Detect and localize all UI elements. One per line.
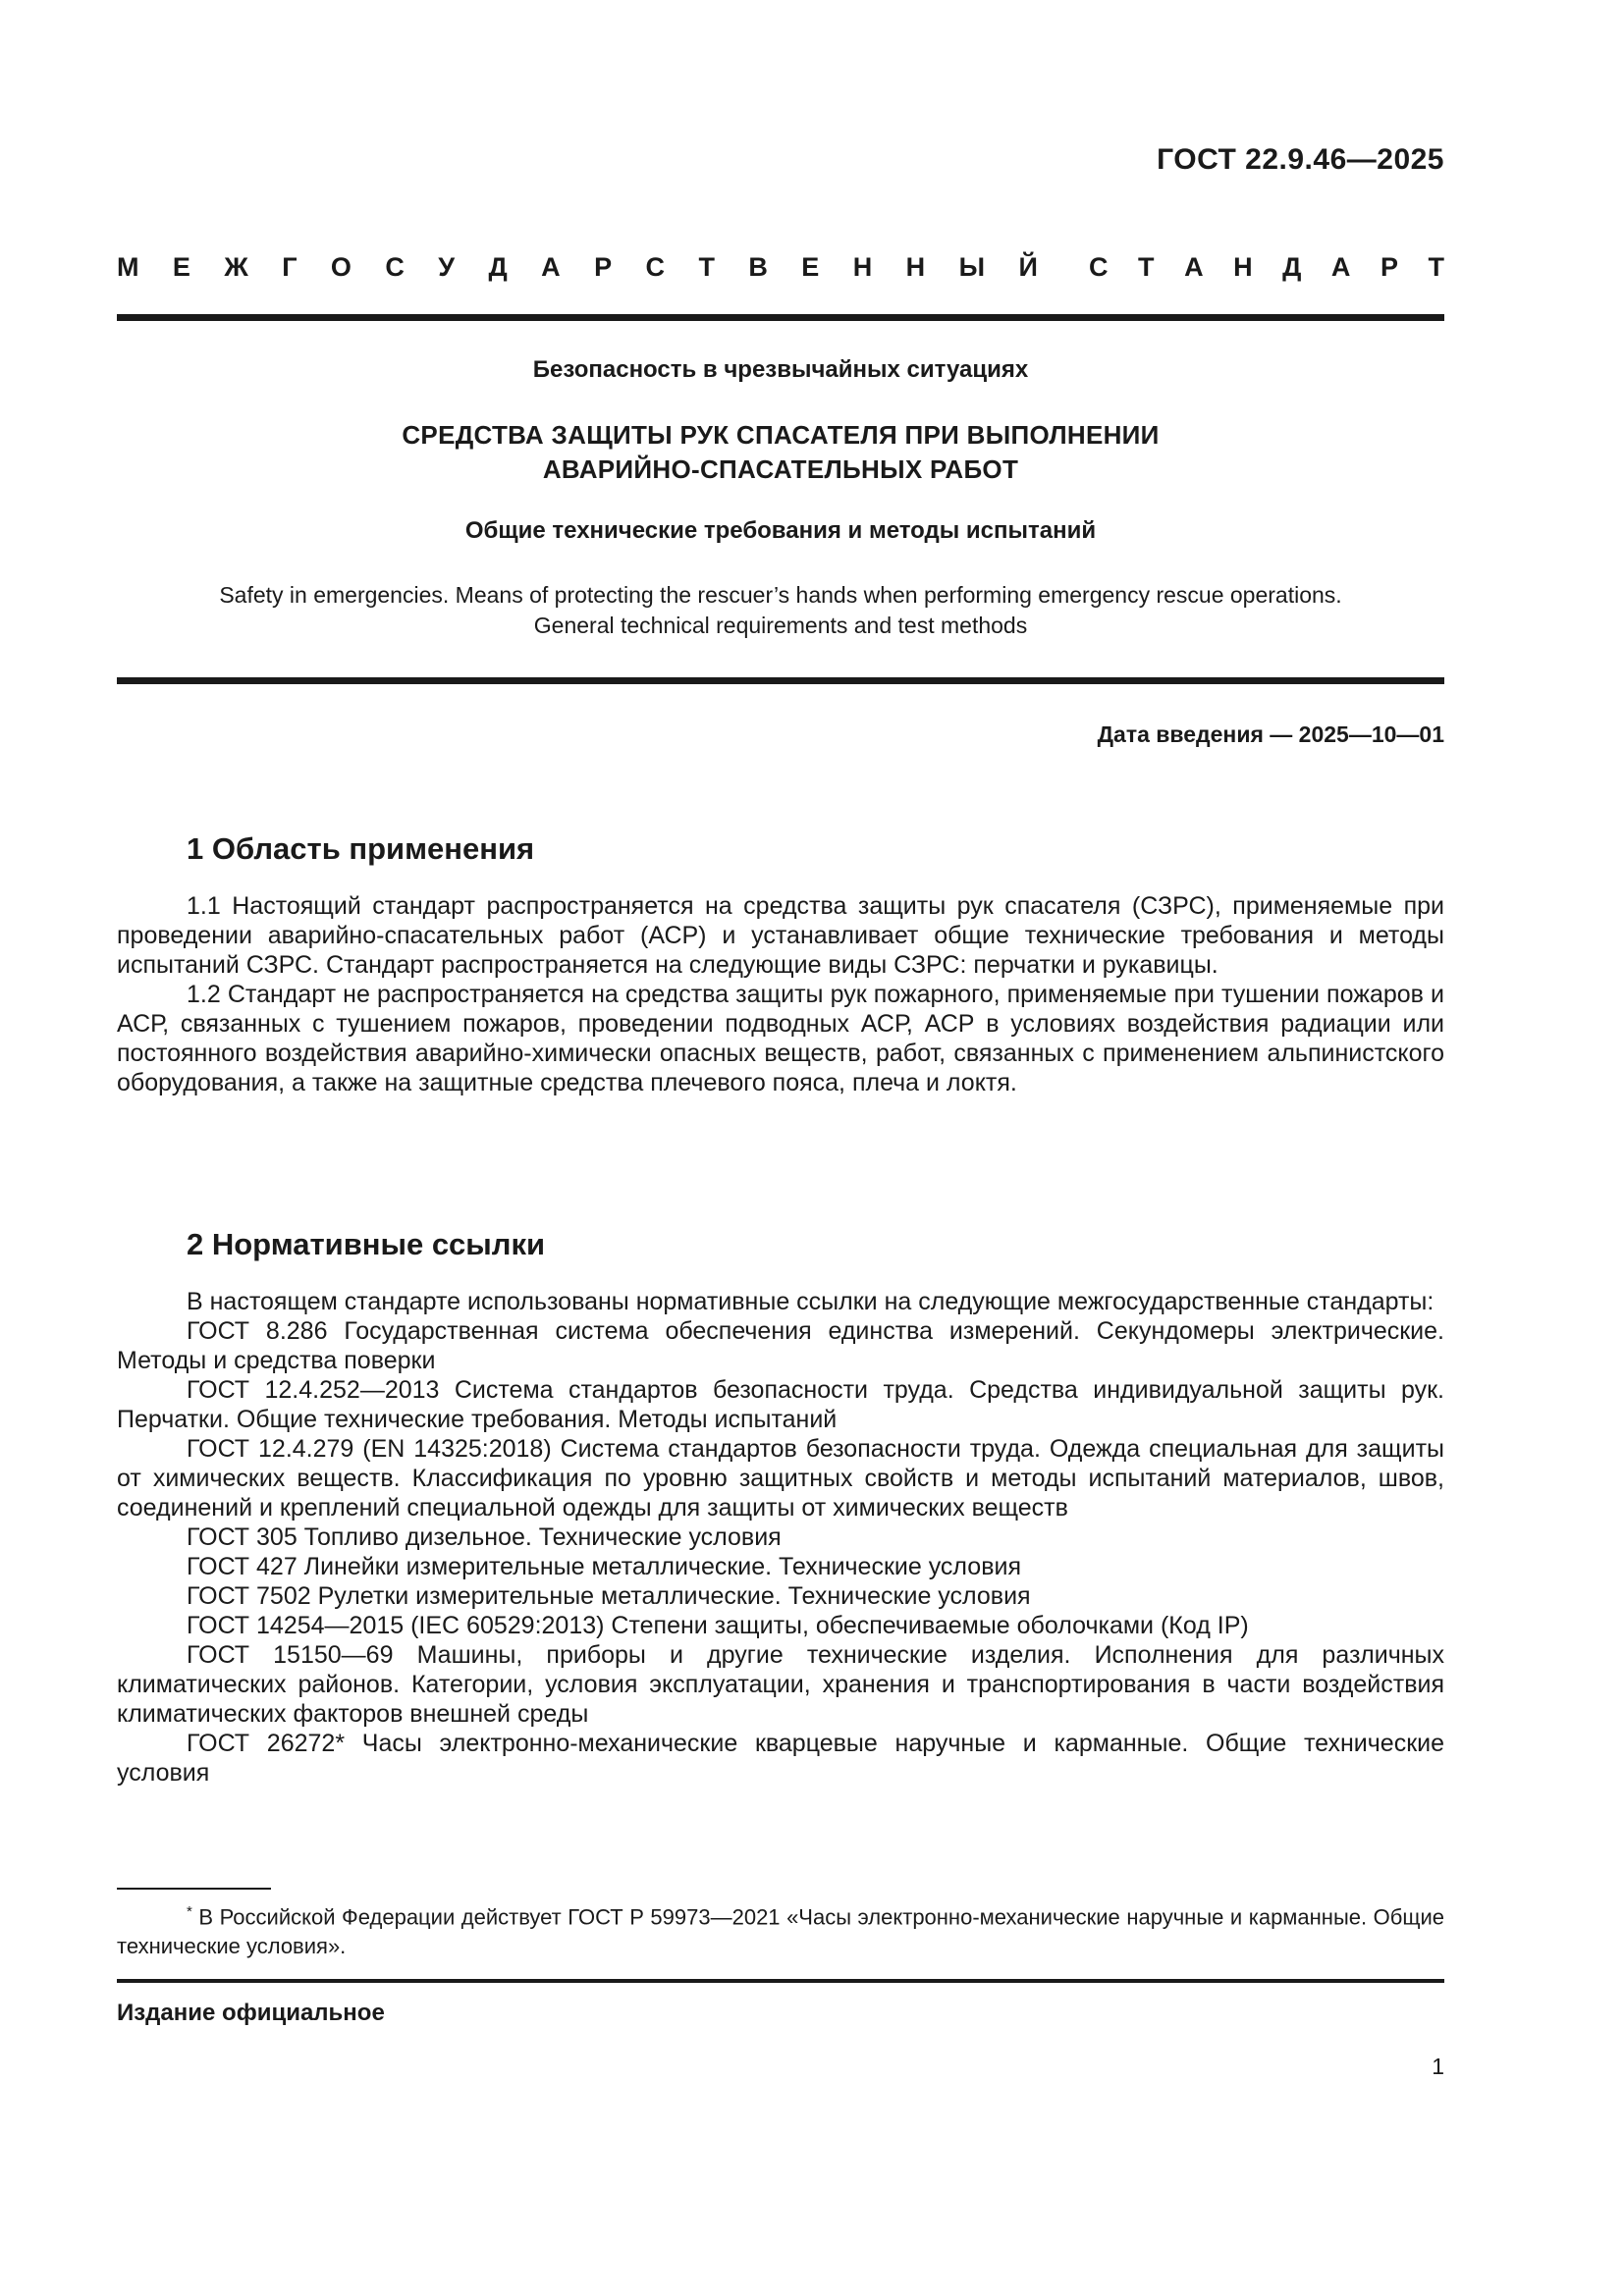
reference-item: ГОСТ 12.4.279 (EN 14325:2018) Система стандартов безопасности труда. Одежда специальная для защиты от химических веществ. Классификация по уровню защитных свойств и методы испытаний материалов, швов, соединений и креплений специальной одежды для защиты от химических веществ xyxy=(117,1435,1444,1522)
footnote-separator xyxy=(117,1888,271,1890)
reference-item: ГОСТ 7502 Рулетки измерительные металлические. Технические условия xyxy=(187,1582,1031,1610)
reference-item: ГОСТ 14254—2015 (IEC 60529:2013) Степени защиты, обеспечиваемые оболочками (Код IP) xyxy=(187,1612,1249,1639)
reference-item: ГОСТ 305 Топливо дизельное. Технические условия xyxy=(187,1523,782,1551)
section-1-body xyxy=(117,891,1444,1097)
section-2-body xyxy=(117,1287,1444,1788)
english-line-1: Safety in emergencies. Means of protecting the rescuer’s hands when performing emergency rescue operations. xyxy=(219,582,1342,608)
section-2-heading: 2 Нормативные ссылки xyxy=(187,1227,546,1261)
introduction-date: Дата введения — 2025—10—01 xyxy=(1097,721,1444,747)
standard-type-word1: М Е Ж Г О С У Д А Р С Т В Е Н Н Ы Й xyxy=(117,252,1038,282)
top-rule xyxy=(117,314,1444,321)
reference-item: ГОСТ 427 Линейки измерительные металлические. Технические условия xyxy=(187,1553,1021,1580)
reference-item: ГОСТ 8.286 Государственная система обеспечения единства измерений. Секундомеры электрические. Методы и средства поверки xyxy=(117,1317,1444,1374)
footer-rule xyxy=(117,1979,1444,1983)
english-line-2: General technical requirements and test methods xyxy=(533,613,1028,638)
standard-type xyxy=(117,252,1444,283)
paragraph: 1.2 Стандарт не распространяется на средства защиты рук пожарного, применяемые при тушении пожаров и АСР, связанных с тушением пожаров, проведении подводных АСР, АСР в условиях воздействия радиации или постоянного воздействия аварийно-химически опасных веществ, работ, связанных с применением альпинистского оборудования, а также на защитные средства плечевого пояса, плеча и локтя. xyxy=(117,981,1444,1096)
footnote-marker: * xyxy=(187,1903,192,1920)
footnote xyxy=(117,1897,1444,1961)
document-number: ГОСТ 22.9.46—2025 xyxy=(1157,143,1444,176)
title-bottom-rule xyxy=(117,677,1444,684)
page-number: 1 xyxy=(1432,2054,1444,2079)
standard-type-word2: С Т А Н Д А Р Т xyxy=(1089,252,1444,282)
title-line-2: АВАРИЙНО-СПАСАТЕЛЬНЫХ РАБОТ xyxy=(542,454,1019,484)
footnote-text xyxy=(117,1897,1444,1961)
title-line-1: СРЕДСТВА ЗАЩИТЫ РУК СПАСАТЕЛЯ ПРИ ВЫПОЛНЕНИИ xyxy=(402,420,1160,450)
section-1-heading: 1 Область применения xyxy=(187,831,535,866)
document-title xyxy=(117,418,1444,487)
edition-label: Издание официальное xyxy=(117,2000,385,2026)
english-title xyxy=(117,580,1444,641)
document-subtitle: Общие технические требования и методы испытаний xyxy=(464,517,1097,544)
footnote-body: В Российской Федерации действует ГОСТ Р 59973—2021 «Часы электронно-механические наручные и карманные. Общие технические условия». xyxy=(117,1904,1444,1959)
paragraph: В настоящем стандарте использованы нормативные ссылки на следующие межгосударственные стандарты: xyxy=(187,1288,1435,1315)
reference-item: ГОСТ 12.4.252—2013 Система стандартов безопасности труда. Средства индивидуальной защиты рук. Перчатки. Общие технические требования. Методы испытаний xyxy=(117,1376,1444,1433)
paragraph: 1.1 Настоящий стандарт распространяется на средства защиты рук спасателя (СЗРС), применяемые при проведении аварийно-спасательных работ (АСР) и устанавливает общие технические требования и методы испытаний СЗРС. Стандарт распространяется на следующие виды СЗРС: перчатки и рукавицы. xyxy=(117,892,1444,979)
series-title: Безопасность в чрезвычайных ситуациях xyxy=(532,356,1029,383)
reference-item: ГОСТ 26272* Часы электронно-механические кварцевые наручные и карманные. Общие технические условия xyxy=(117,1730,1444,1787)
reference-item: ГОСТ 15150—69 Машины, приборы и другие технические изделия. Исполнения для различных климатических районов. Категории, условия эксплуатации, хранения и транспортирования в части воздействия климатических факторов внешней среды xyxy=(117,1641,1444,1728)
